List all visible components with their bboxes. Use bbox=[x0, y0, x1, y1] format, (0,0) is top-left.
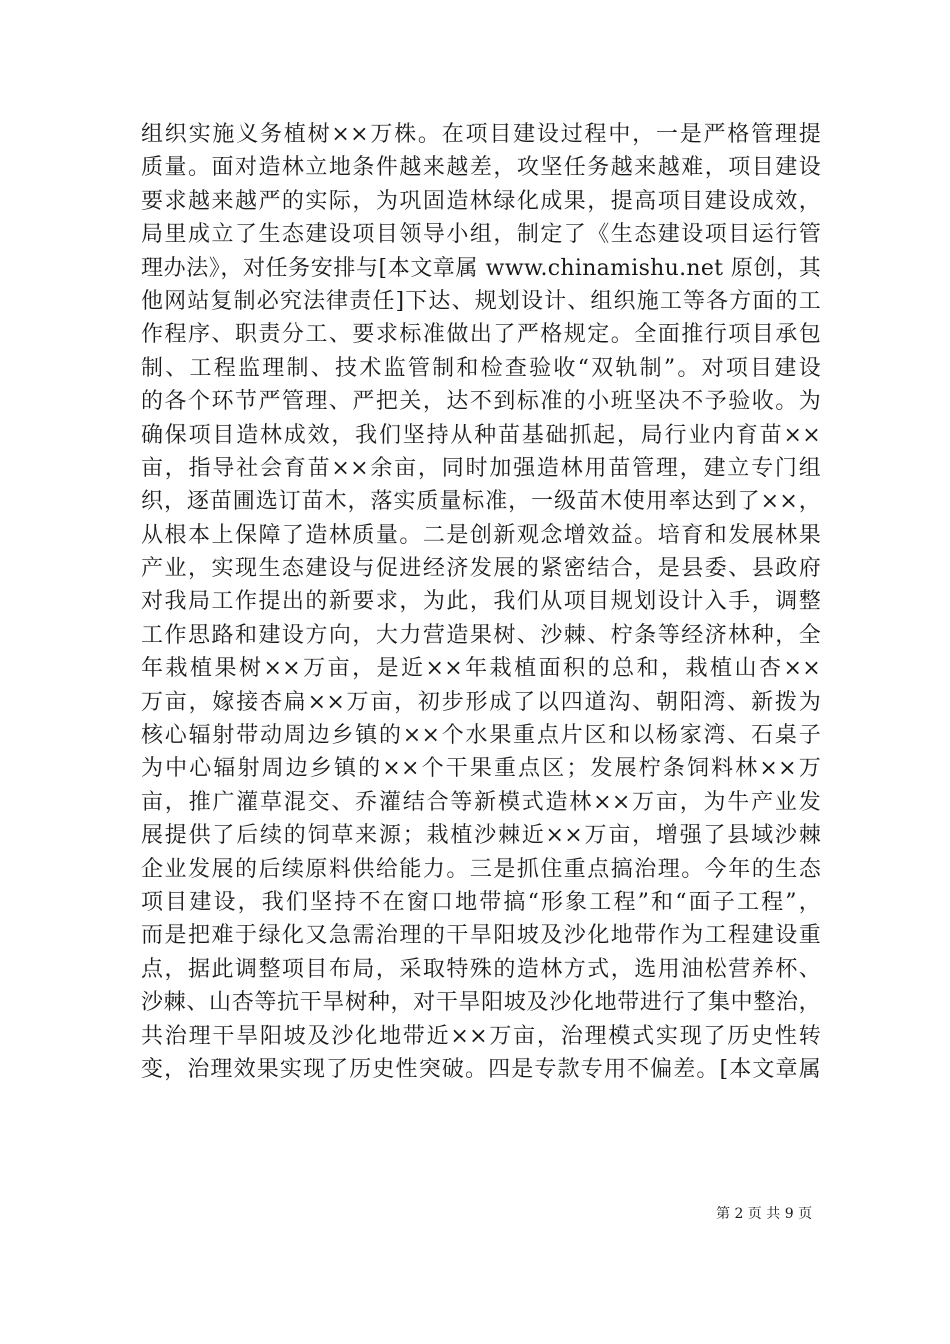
text-line: 核心辐射带动周边乡镇的××个水果重点片区和以杨家湾、石桌子 bbox=[141, 723, 821, 749]
text-line: 沙棘、山杏等抗干旱树种，对干旱阳坡及沙化地带进行了集中整治， bbox=[141, 990, 821, 1016]
text-line: 的各个环节严管理、严把关，达不到标准的小班坚决不予验收。为 bbox=[141, 389, 821, 415]
text-line: 点，据此调整项目布局，采取特殊的造林方式，选用油松营养杯、 bbox=[141, 956, 821, 982]
text-line: 他网站复制必究法律责任]下达、规划设计、组织施工等各方面的工 bbox=[141, 288, 821, 314]
text-line: 从根本上保障了造林质量。二是创新观念增效益。培育和发展林果 bbox=[141, 522, 821, 548]
text-line: 产业，实现生态建设与促进经济发展的紧密结合，是县委、县政府 bbox=[141, 556, 821, 582]
text-line: 为中心辐射周边乡镇的××个干果重点区；发展柠条饲料林××万 bbox=[141, 756, 821, 782]
text-line: 对我局工作提出的新要求，为此，我们从项目规划设计入手，调整 bbox=[141, 589, 821, 615]
text-line: 制、工程监理制、技术监管制和检查验收“双轨制”。对项目建设 bbox=[141, 355, 821, 381]
text-line: 组织实施义务植树××万株。在项目建设过程中，一是严格管理提 bbox=[141, 122, 821, 147]
text-line: 织，逐苗圃选订苗木，落实质量标准，一级苗木使用率达到了××， bbox=[141, 489, 821, 515]
text-line: 而是把难于绿化又急需治理的干旱阳坡及沙化地带作为工程建设重 bbox=[141, 923, 821, 949]
text-line: 要求越来越严的实际，为巩固造林绿化成果，提高项目建设成效， bbox=[141, 188, 821, 214]
text-line: 局里成立了生态建设项目领导小组，制定了《生态建设项目运行管 bbox=[141, 222, 821, 248]
page-number: 第 2 页 共 9 页 bbox=[716, 1206, 813, 1222]
text-line: 年栽植果树××万亩，是近××年栽植面积的总和，栽植山杏×× bbox=[141, 656, 821, 682]
text-line: 质量。面对造林立地条件越来越差，攻坚任务越来越难，项目建设 bbox=[141, 155, 821, 181]
text-line: 确保项目造林成效，我们坚持从种苗基础抓起，局行业内育苗×× bbox=[141, 422, 821, 448]
text-line: 理办法》，对任务安排与[本文章属 www.chinamishu.net 原创，其 bbox=[141, 255, 821, 281]
text-line: 变，治理效果实现了历史性突破。四是专款专用不偏差。[本文章属 bbox=[141, 1056, 821, 1082]
text-line: 作程序、职责分工、要求标准做出了严格规定。全面推行项目承包 bbox=[141, 322, 821, 348]
text-line: 企业发展的后续原料供给能力。三是抓住重点搞治理。今年的生态 bbox=[141, 856, 821, 882]
body-paragraph bbox=[141, 118, 821, 1086]
text-line: 工作思路和建设方向，大力营造果树、沙棘、柠条等经济林种，全 bbox=[141, 622, 821, 648]
text-line: 万亩，嫁接杏扁××万亩，初步形成了以四道沟、朝阳湾、新拨为 bbox=[141, 689, 821, 715]
text-line: 亩，指导社会育苗××余亩，同时加强造林用苗管理，建立专门组 bbox=[141, 455, 821, 481]
text-line: 亩，推广灌草混交、乔灌结合等新模式造林××万亩，为牛产业发 bbox=[141, 789, 821, 815]
text-line: 项目建设，我们坚持不在窗口地带搞“形象工程”和“面子工程”， bbox=[141, 889, 821, 915]
text-line: 共治理干旱阳坡及沙化地带近××万亩，治理模式实现了历史性转 bbox=[141, 1023, 821, 1049]
text-line: 展提供了后续的饲草来源；栽植沙棘近××万亩，增强了县域沙棘 bbox=[141, 823, 821, 849]
